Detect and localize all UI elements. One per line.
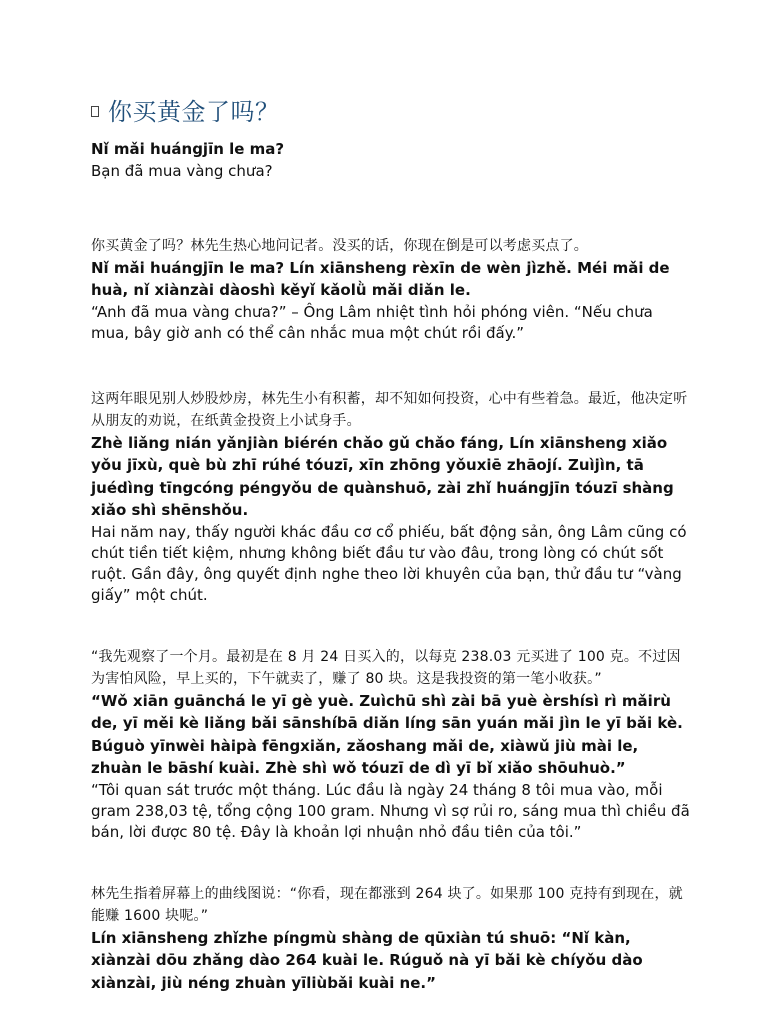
paragraph-pinyin: Lín xiānsheng zhǐzhe píngmù shàng de qūxiàn tú shuō: “Nǐ kàn, xiànzài dōu zhǎng dào 264 kuài le. Rúguǒ nà yī bǎi kè chíyǒu dào xiànzài, jiù néng zhuàn yīliùbǎi kuài ne.” [91,928,643,992]
intro-vietnamese: Bạn đã mua vàng chưa? [91,161,273,180]
paragraph-4 [91,883,691,995]
paragraph-gap [91,182,691,235]
bullet-icon [91,106,99,117]
paragraph-chinese: 你买黄金了吗？林先生热心地问记者。没买的话，你现在倒是可以考虑买点了。 [91,237,588,254]
paragraph-vietnamese: “Anh đã mua vàng chưa?” – Ông Lâm nhiệt tình hỏi phóng viên. “Nếu chưa mua, bây giờ anh có thể cân nhắc mua một chút rồi đấy.” [91,302,653,342]
paragraph-pinyin: Zhè liǎng nián yǎnjiàn biérén chǎo gǔ chǎo fáng, Lín xiānsheng xiǎo yǒu jīxù, què bù zhī rúhé tóuzī, xīn zhōng yǒuxiē zhāojí. Zuìjìn, tā juédìng tīngcóng péngyǒu de quànshuō, zài zhǐ huángjīn tóuzī shàng xiǎo shì shēnshǒu. [91,433,674,519]
paragraph-gap [91,344,691,388]
paragraph-vietnamese: Hai năm nay, thấy người khác đầu cơ cổ phiếu, bất động sản, ông Lâm cũng có chút tiền tiết kiệm, nhưng không biết đầu tư vào đâu, trong lòng có chút sốt ruột. Gần đây, ông quyết định nghe theo lời khuyên của bạn, thử đầu tư “vàng giấy” một chút. [91,522,687,604]
paragraph-pinyin: Nǐ mǎi huángjīn le ma? Lín xiānsheng rèxīn de wèn jìzhě. Méi mǎi de huà, nǐ xiànzài dàoshì kěyǐ kǎolǜ mǎi diǎn le. [91,258,670,299]
intro-block [91,138,691,182]
document-page [91,92,691,994]
paragraph-chinese: “我先观察了一个月。最初是在 8 月 24 日买入的，以每克 238.03 元买进了 100 克。不过因为害怕风险，早上买的，下午就卖了，赚了 80 块。这是我投资的第一笔小收获。” [91,648,681,687]
title-row [91,92,691,126]
paragraph-vietnamese: “Tôi quan sát trước một tháng. Lúc đầu là ngày 24 tháng 8 tôi mua vào, mỗi gram 238,03 tệ, tổng cộng 100 gram. Nhưng vì sợ rủi ro, sáng mua thì chiều đã bán, lời được 80 tệ. Đây là khoản lợi nhuận nhỏ đầu tiên của tôi.” [91,780,690,841]
paragraph-gap [91,606,691,646]
paragraph-chinese: 林先生指着屏幕上的曲线图说：“你看，现在都涨到 264 块了。如果那 100 克持有到现在，就能赚 1600 块呢。” [91,885,683,924]
paragraph-gap [91,843,691,883]
page-title: 你买黄金了吗？ [108,97,280,126]
intro-pinyin: Nǐ mǎi huángjīn le ma? [91,140,285,158]
paragraph-chinese: 这两年眼见别人炒股炒房，林先生小有积蓄，却不知如何投资，心中有些着急。最近，他决定听从朋友的劝说，在纸黄金投资上小试身手。 [91,390,688,429]
paragraph-1 [91,235,691,344]
paragraph-pinyin: “Wǒ xiān guānchá le yī gè yuè. Zuìchū shì zài bā yuè èrshísì rì mǎirù de, yī měi kè liǎng bǎi sānshíbā diǎn líng sān yuán mǎi jìn le yī bǎi kè. Búguò yīnwèi hàipà fēngxiǎn, zǎoshang mǎi de, xiàwǔ jiù mài le, zhuàn le bāshí kuài. Zhè shì wǒ tóuzī de dì yī bǐ xiǎo shōuhuò.” [91,691,683,777]
paragraph-3 [91,646,691,843]
paragraph-2 [91,388,691,606]
